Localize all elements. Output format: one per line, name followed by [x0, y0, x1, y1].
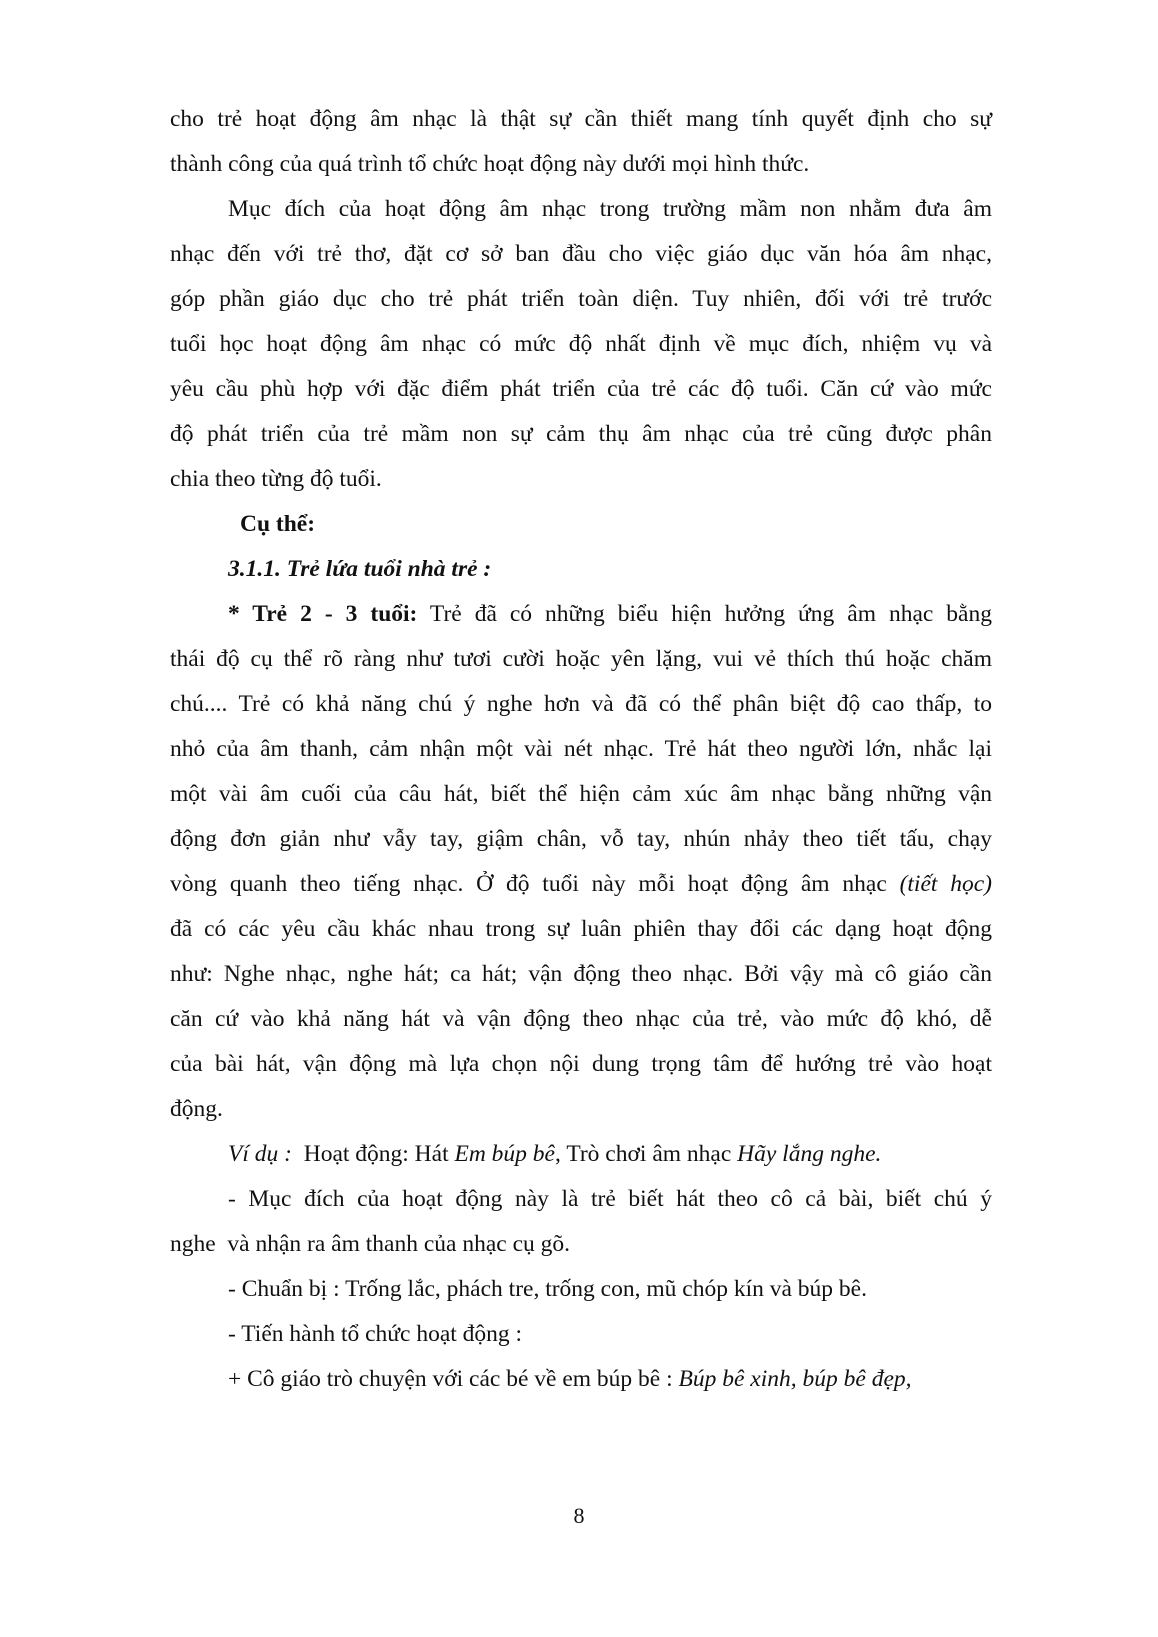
paragraph-line: chia theo từng độ tuổi. — [170, 466, 382, 492]
paragraph-line — [170, 862, 992, 907]
subsection-heading: 3.1.1. Trẻ lứa tuổi nhà trẻ : — [228, 556, 492, 582]
paragraph-line: của bài hát, vận động mà lựa chọn nội dung trọng tâm để hướng trẻ vào hoạt — [170, 1051, 992, 1077]
paragraph-text: Trẻ đã có những biểu hiện hưởng ứng âm nhạc bằng — [417, 601, 992, 627]
section-heading: Cụ thể: — [240, 511, 316, 537]
paragraph-line — [170, 592, 992, 637]
paragraph-line: chú.... Trẻ có khả năng chú ý nghe hơn và đã có thể phân biệt độ cao thấp, to — [170, 691, 992, 717]
example-text: Hoạt động: Hát — [291, 1141, 455, 1167]
age-group-label: * Trẻ 2 - 3 tuổi: — [228, 601, 418, 627]
paragraph-line: động. — [170, 1096, 223, 1122]
paragraph-line: yêu cầu phù hợp với đặc điểm phát triển của trẻ các độ tuổi. Căn cứ vào mức — [170, 376, 992, 402]
song-title: Em búp bê — [454, 1141, 555, 1167]
paragraph-line: - Mục đích của hoạt động này là trẻ biết hát theo cô cả bài, biết chú ý — [228, 1186, 992, 1212]
paragraph-line: cho trẻ hoạt động âm nhạc là thật sự cần thiết mang tính quyết định cho sự — [170, 106, 992, 132]
paragraph-line: nhỏ của âm thanh, cảm nhận một vài nét nhạc. Trẻ hát theo người lớn, nhắc lại — [170, 736, 992, 762]
paragraph-line: thái độ cụ thể rõ ràng như tươi cười hoặc yên lặng, vui vẻ thích thú hoặc chăm — [170, 646, 992, 672]
paragraph-line — [170, 1357, 992, 1402]
paragraph-line: nghe và nhận ra âm thanh của nhạc cụ gõ. — [170, 1231, 570, 1257]
paragraph-line: - Chuẩn bị : Trống lắc, phách tre, trống con, mũ chóp kín và búp bê. — [228, 1276, 867, 1302]
paragraph-line: một vài âm cuối của câu hát, biết thể hiện cảm xúc âm nhạc bằng những vận — [170, 781, 992, 807]
paragraph-line: - Tiến hành tổ chức hoạt động : — [228, 1321, 523, 1347]
paragraph-line: đã có các yêu cầu khác nhau trong sự luân phiên thay đổi các dạng hoạt động — [170, 916, 992, 942]
paragraph-line: góp phần giáo dục cho trẻ phát triển toàn diện. Tuy nhiên, đối với trẻ trước — [170, 286, 992, 312]
paragraph-line: như: Nghe nhạc, nghe hát; ca hát; vận động theo nhạc. Bởi vậy mà cô giáo cần — [170, 961, 992, 987]
example-text: , Trò chơi âm nhạc — [555, 1141, 738, 1167]
paragraph-line: Mục đích của hoạt động âm nhạc trong trường mầm non nhằm đưa âm — [228, 196, 992, 222]
paragraph-line: thành công của quá trình tổ chức hoạt động này dưới mọi hình thức. — [170, 151, 810, 177]
italic-note: (tiết học) — [899, 871, 992, 897]
paragraph-line: căn cứ vào khả năng hát và vận động theo nhạc của trẻ, vào mức độ khó, dễ — [170, 1006, 992, 1032]
paragraph-text: + Cô giáo trò chuyện với các bé về em búp bê : — [228, 1366, 679, 1392]
paragraph-line: nhạc đến với trẻ thơ, đặt cơ sở ban đầu cho việc giáo dục văn hóa âm nhạc, — [170, 241, 992, 267]
page-number: 8 — [573, 1503, 585, 1528]
example-line — [170, 1132, 992, 1177]
paragraph-line: động đơn giản như vẫy tay, giậm chân, vỗ tay, nhún nhảy theo tiết tấu, chạy — [170, 826, 992, 852]
paragraph-line: tuổi học hoạt động âm nhạc có mức độ nhất định về mục đích, nhiệm vụ và — [170, 331, 992, 357]
example-label: Ví dụ : — [228, 1141, 292, 1167]
quote-text: Búp bê xinh, búp bê đẹp, — [678, 1366, 912, 1392]
game-title: Hãy lắng nghe. — [737, 1141, 882, 1167]
paragraph-line: độ phát triển của trẻ mầm non sự cảm thụ âm nhạc của trẻ cũng được phân — [170, 421, 992, 447]
paragraph-text: vòng quanh theo tiếng nhạc. Ở độ tuổi này mỗi hoạt động âm nhạc — [170, 871, 900, 897]
document-body — [170, 97, 992, 1402]
